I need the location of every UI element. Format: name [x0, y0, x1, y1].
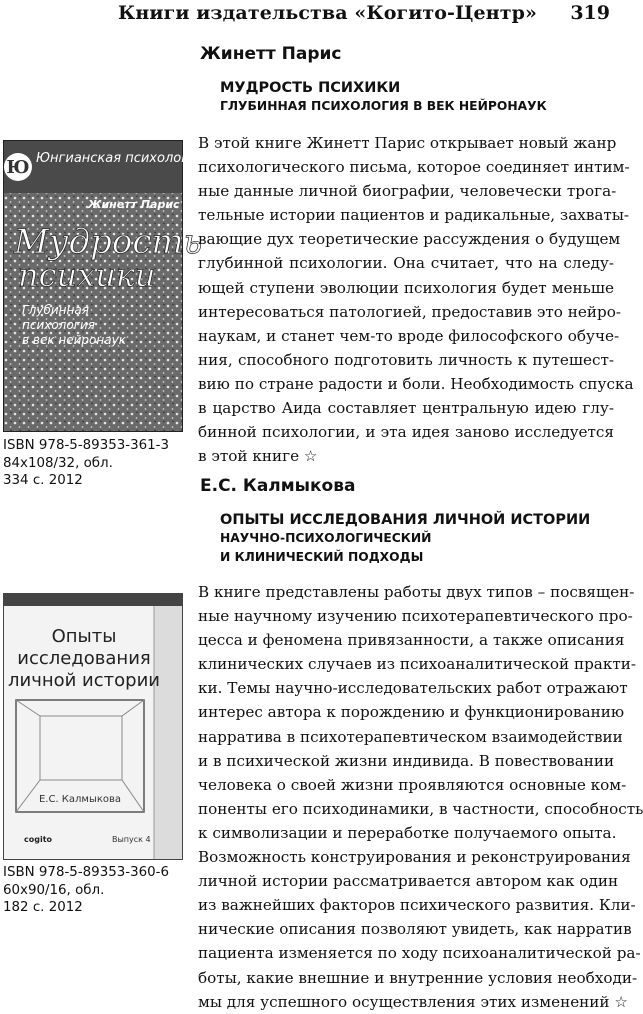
- entry-title: МУДРОСТЬ ПСИХИКИ: [220, 80, 401, 96]
- annotation-line: боты, какие внешние и внутренние условия необходи-: [198, 968, 638, 987]
- annotation-line: В этой книге Жинетт Парис открывает новый жанр: [198, 134, 617, 152]
- book-cover: [3, 593, 183, 860]
- annotation-line: ющей ступени эволюции психология будет меньше: [198, 278, 614, 297]
- annotation-line: в этой книге ☆: [198, 447, 318, 466]
- annotation-line: пациента изменяется по ходу психоаналитической ра-: [198, 944, 641, 963]
- isbn: ISBN 978-5-89353-361-3: [3, 438, 169, 453]
- cover-subtitle-line: Глубинная: [22, 303, 89, 317]
- annotation-line: цесса и феномена привязанности, а также описания: [198, 631, 625, 650]
- running-title: Книги издательства «Когито-Центр»: [118, 2, 537, 24]
- publication-info: [3, 437, 169, 490]
- annotation-line: ные научному изучению психотерапевтического про-: [198, 607, 633, 626]
- annotation-line: к символизации и переработке получаемого опыта.: [198, 823, 617, 842]
- entry-subtitle: И КЛИНИЧЕСКИЙ ПОДХОДЫ: [220, 550, 424, 564]
- entry-annotation: [198, 580, 643, 1014]
- annotation-line: мы для успешного осуществления этих изменений ☆: [198, 992, 628, 1011]
- annotation-line: ки. Темы научно-исследовательских работ отражают: [198, 679, 628, 698]
- annotation-line: из важнейших факторов психического развития. Кли-: [198, 896, 636, 915]
- entry-subtitle: ГЛУБИННАЯ ПСИХОЛОГИЯ В ВЕК НЕЙРОНАУК: [220, 99, 547, 113]
- book-cover-art: [4, 594, 182, 859]
- annotation-line: наукам, и станет чем-то вроде философского обуче-: [198, 326, 620, 345]
- annotation-line: В книге представлены работы двух типов – посвящен-: [198, 583, 635, 601]
- annotation-line: клинических случаев из психоаналитической практи-: [198, 655, 636, 674]
- format: 60x90/16, обл.: [3, 882, 105, 898]
- annotation-line: нарратива в психотерапевтическом взаимодействии: [198, 727, 623, 746]
- cover-author: Жинетт Парис: [88, 198, 180, 211]
- cover-subtitle-line: в век нейронаук: [22, 333, 126, 347]
- pages-year: 182 с. 2012: [3, 900, 83, 915]
- book-cover-art: [4, 141, 205, 431]
- cover-title-line: Опыты: [51, 626, 117, 647]
- cover-title-line: психики: [18, 256, 156, 294]
- entry-author: Е.С. Калмыкова: [200, 476, 356, 496]
- annotation-line: в царство Аида составляет центральную идею глу-: [198, 399, 614, 418]
- entry-annotation: [198, 131, 634, 468]
- annotation-line: Возможность конструирования и реконструирования: [198, 848, 631, 867]
- annotation-line: интерес автора к порождению и функционированию: [198, 703, 625, 722]
- annotation-line: ные данные личной биографии, человечески трога-: [198, 182, 617, 201]
- annotation-line: глубинной психологии. Она считает, что на следу-: [198, 254, 614, 273]
- annotation-line: тельные истории пациентов и радикальные, захваты-: [198, 206, 630, 225]
- publication-info: [3, 864, 169, 917]
- publisher-logo: cogito: [24, 835, 53, 844]
- cover-series: Юнгианская психология: [36, 151, 205, 166]
- annotation-line: личной истории рассматривается автором как один: [198, 872, 619, 891]
- entry-author: Жинетт Парис: [200, 44, 342, 64]
- annotation-line: и в психической жизни индивида. В повествовании: [198, 751, 615, 770]
- annotation-line: нические описания позволяют увидеть, как нарратив: [198, 920, 632, 939]
- cover-subtitle-line: психология: [22, 318, 96, 332]
- entry-title: ОПЫТЫ ИССЛЕДОВАНИЯ ЛИЧНОЙ ИСТОРИИ: [220, 512, 591, 528]
- annotation-line: вию по стране радости и боли. Необходимость спуска: [198, 374, 634, 393]
- annotation-line: бинной психологии, и эта идея заново исследуется: [198, 423, 614, 442]
- annotation-line: человека о своей жизни проявляются основные ком-: [198, 775, 627, 794]
- entry-subtitle: НАУЧНО-ПСИХОЛОГИЧЕСКИЙ: [220, 531, 432, 545]
- cover-title-line: исследования: [17, 648, 151, 669]
- cover-issue: Выпуск 4: [112, 835, 151, 844]
- cover-title-line: Мудрость: [14, 222, 203, 262]
- book-cover: [3, 140, 205, 432]
- annotation-line: психологического письма, которое соединяет интим-: [198, 158, 630, 177]
- page-number: 319: [570, 2, 610, 24]
- cover-title-line: личной истории: [8, 670, 160, 691]
- annotation-line: вающие дух теоретические рассуждения о будущем: [198, 230, 621, 249]
- annotation-line: поненты его психодинамики, в частности, способность: [198, 799, 643, 818]
- cover-author: Е.С. Калмыкова: [38, 794, 122, 805]
- format: 84x108/32, обл.: [3, 455, 113, 471]
- annotation-line: интересоваться патологией, предоставив это нейро-: [198, 302, 621, 321]
- annotation-line: ния, способного подготовить личность к путешест-: [198, 350, 614, 369]
- isbn: ISBN 978-5-89353-360-6: [3, 865, 169, 880]
- pages-year: 334 с. 2012: [3, 473, 83, 488]
- series-logo-letter: Ю: [6, 157, 30, 178]
